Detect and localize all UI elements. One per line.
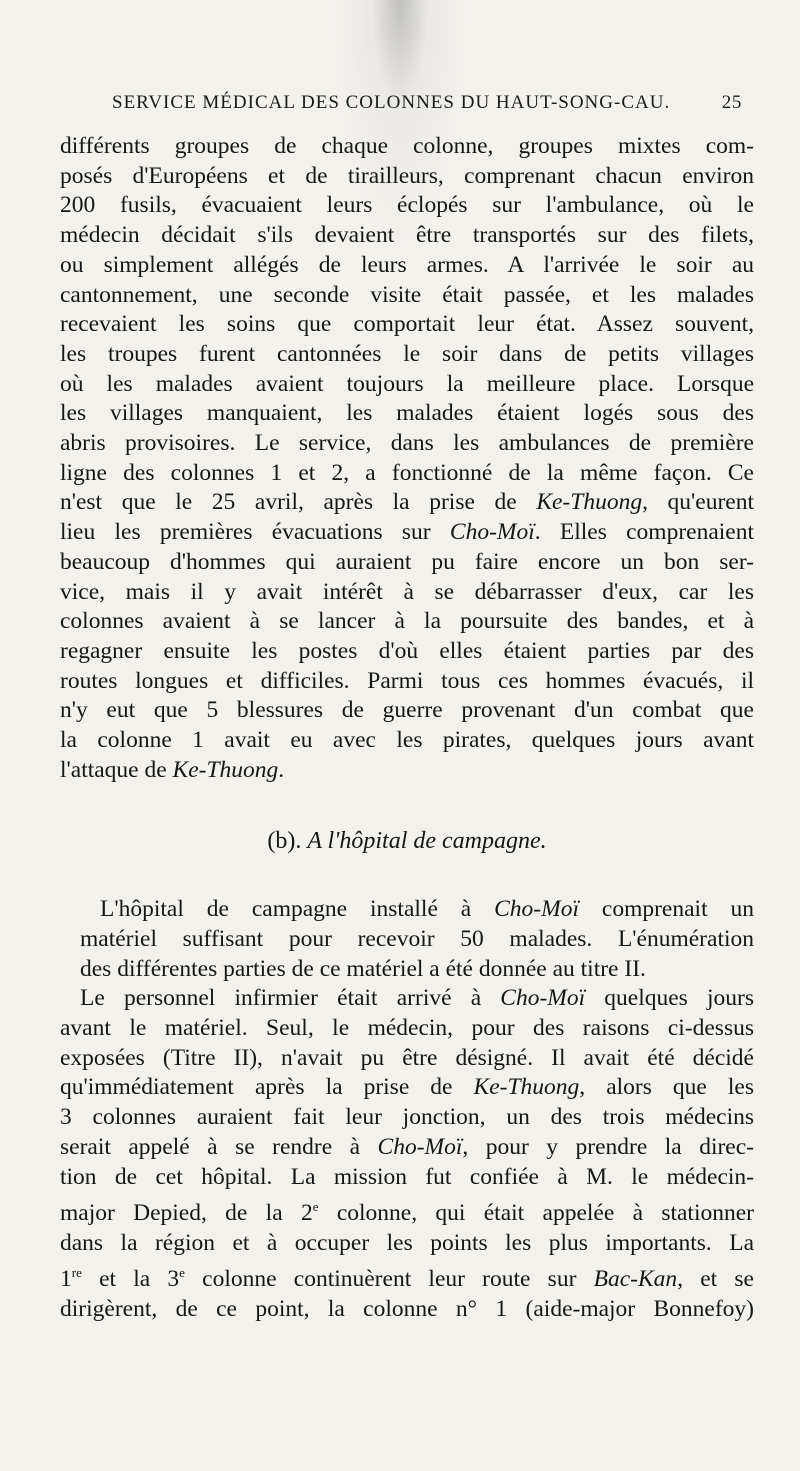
- text-segment: comprenait un: [578, 896, 754, 923]
- text-segment: 1: [60, 1266, 72, 1293]
- text-line: ou simplement allégés de leurs armes. A l'arrivée le soir au: [60, 251, 754, 278]
- text-segment: l'attaque de: [60, 756, 173, 783]
- text-line: [60, 518, 754, 548]
- body-text: [60, 132, 754, 1325]
- text-line: cantonnement, une seconde visite était passée, et les malades: [60, 281, 754, 308]
- text-line: médecin décidait s'ils devaient être transportés sur des filets,: [60, 222, 754, 249]
- text-line: [60, 1258, 754, 1295]
- text-line: [60, 984, 754, 1014]
- text-line: n'y eut que 5 blessures de guerre provenant d'un combat que: [60, 697, 754, 724]
- text-line: tion de cet hôpital. La mission fut confiée à M. le médecin-: [60, 1163, 754, 1190]
- text-segment: , qu'eurent: [642, 489, 754, 516]
- superscript: re: [71, 1265, 82, 1281]
- superscript: e: [179, 1265, 185, 1281]
- place-name: Ke-Thuong: [172, 756, 279, 783]
- paragraph-ambulance: [60, 132, 754, 785]
- place-name: Bac-Kan: [593, 1266, 678, 1293]
- text-segment: .: [278, 756, 285, 783]
- text-line: les troupes furent cantonnées le soir dans de petits villages: [60, 340, 754, 367]
- section-title: A l'hôpital de campagne.: [307, 828, 547, 855]
- page-number: 25: [721, 92, 742, 113]
- text-segment: . Elles comprenaient: [534, 519, 754, 546]
- superscript: e: [312, 1199, 319, 1215]
- text-line: vice, mais il y avait intérêt à se débarrasser d'eux, car les: [60, 578, 754, 605]
- text-line: regagner ensuite les postes d'où elles étaient parties par des: [60, 637, 754, 664]
- section-heading: [60, 827, 754, 857]
- text-segment: lieu les premières évacuations sur: [60, 519, 450, 546]
- text-line: [60, 488, 754, 518]
- text-line: routes longues et difficiles. Parmi tous ces hommes évacués, il: [60, 667, 754, 694]
- text-segment: major Depied, de la 2: [60, 1200, 313, 1227]
- text-line: [60, 1192, 754, 1229]
- text-line: abris provisoires. Le service, dans les ambulances de première: [60, 430, 754, 457]
- section-label: (b).: [267, 828, 302, 855]
- place-name: Cho-Moï: [449, 519, 535, 546]
- text-line: des différentes parties de ce matériel a été donnée au titre II.: [80, 955, 646, 982]
- paragraph-hopital: [60, 895, 754, 984]
- text-line: les villages manquaient, les malades étaient logés sous des: [60, 400, 754, 427]
- text-line: colonnes avaient à se lancer à la poursuite des bandes, et à: [60, 608, 754, 635]
- text-segment: colonne, qui était appelée à stationner: [318, 1200, 754, 1227]
- text-segment: , pour y prendre la direc-: [462, 1133, 754, 1160]
- page-header: [112, 92, 742, 114]
- text-line: avant le matériel. Seul, le médecin, pour des raisons ci-dessus: [60, 1014, 754, 1041]
- text-line: où les malades avaient toujours la meilleure place. Lorsque: [60, 370, 754, 397]
- text-line: exposées (Titre II), n'avait pu être désigné. Il avait été décidé: [60, 1044, 754, 1071]
- text-line: [60, 895, 754, 925]
- text-line: ligne des colonnes 1 et 2, a fonctionné de la même façon. Ce: [60, 459, 754, 486]
- text-segment: quelques jours: [585, 985, 754, 1012]
- text-line: matériel suffisant pour recevoir 50 malades. L'énumération: [80, 925, 754, 952]
- text-line: beaucoup d'hommes qui auraient pu faire encore un bon ser-: [60, 548, 754, 575]
- text-line: [60, 756, 754, 786]
- text-line: dans la région et à occuper les points les plus importants. La: [60, 1229, 754, 1256]
- text-line: 3 colonnes auraient fait leur jonction, un des trois médecins: [60, 1104, 754, 1131]
- text-segment: serait appelé à se rendre à: [60, 1133, 378, 1160]
- place-name: Cho-Moï: [500, 985, 586, 1012]
- running-title: SERVICE MÉDICAL DES COLONNES DU HAUT-SONG-CAU.: [112, 92, 671, 113]
- text-segment: , et se: [677, 1266, 754, 1293]
- text-line: posés d'Européens et de tirailleurs, comprenant chacun environ: [60, 162, 754, 189]
- text-line: [60, 1073, 754, 1103]
- text-line: recevaient les soins que comportait leur état. Assez souvent,: [60, 311, 754, 338]
- paragraph-personnel: [60, 984, 754, 1324]
- text-segment: qu'immédiatement après la prise de: [60, 1074, 474, 1101]
- text-segment: Le personnel infirmier était arrivé à: [80, 985, 501, 1012]
- text-line: différents groupes de chaque colonne, groupes mixtes com-: [60, 133, 754, 159]
- place-name: Cho-Moï: [377, 1133, 463, 1160]
- text-line: 200 fusils, évacuaient leurs éclopés sur l'ambulance, où le: [60, 192, 754, 219]
- text-line: dirigèrent, de ce point, la colonne n° 1 (aide-major Bonnefoy): [60, 1295, 754, 1322]
- text-segment: L'hôpital de campagne installé à: [100, 896, 495, 923]
- text-line: la colonne 1 avait eu avec les pirates, quelques jours avant: [60, 727, 754, 754]
- text-line: [60, 1133, 754, 1163]
- text-segment: colonne continuèrent leur route sur: [184, 1266, 594, 1293]
- place-name: Ke-Thuong: [473, 1074, 580, 1101]
- text-segment: , alors que les: [579, 1074, 755, 1101]
- text-segment: n'est que le 25 avril, après la prise de: [60, 489, 537, 516]
- text-segment: et la 3: [81, 1266, 180, 1293]
- place-name: Cho-Moï: [494, 896, 579, 923]
- place-name: Ke-Thuong: [536, 489, 643, 516]
